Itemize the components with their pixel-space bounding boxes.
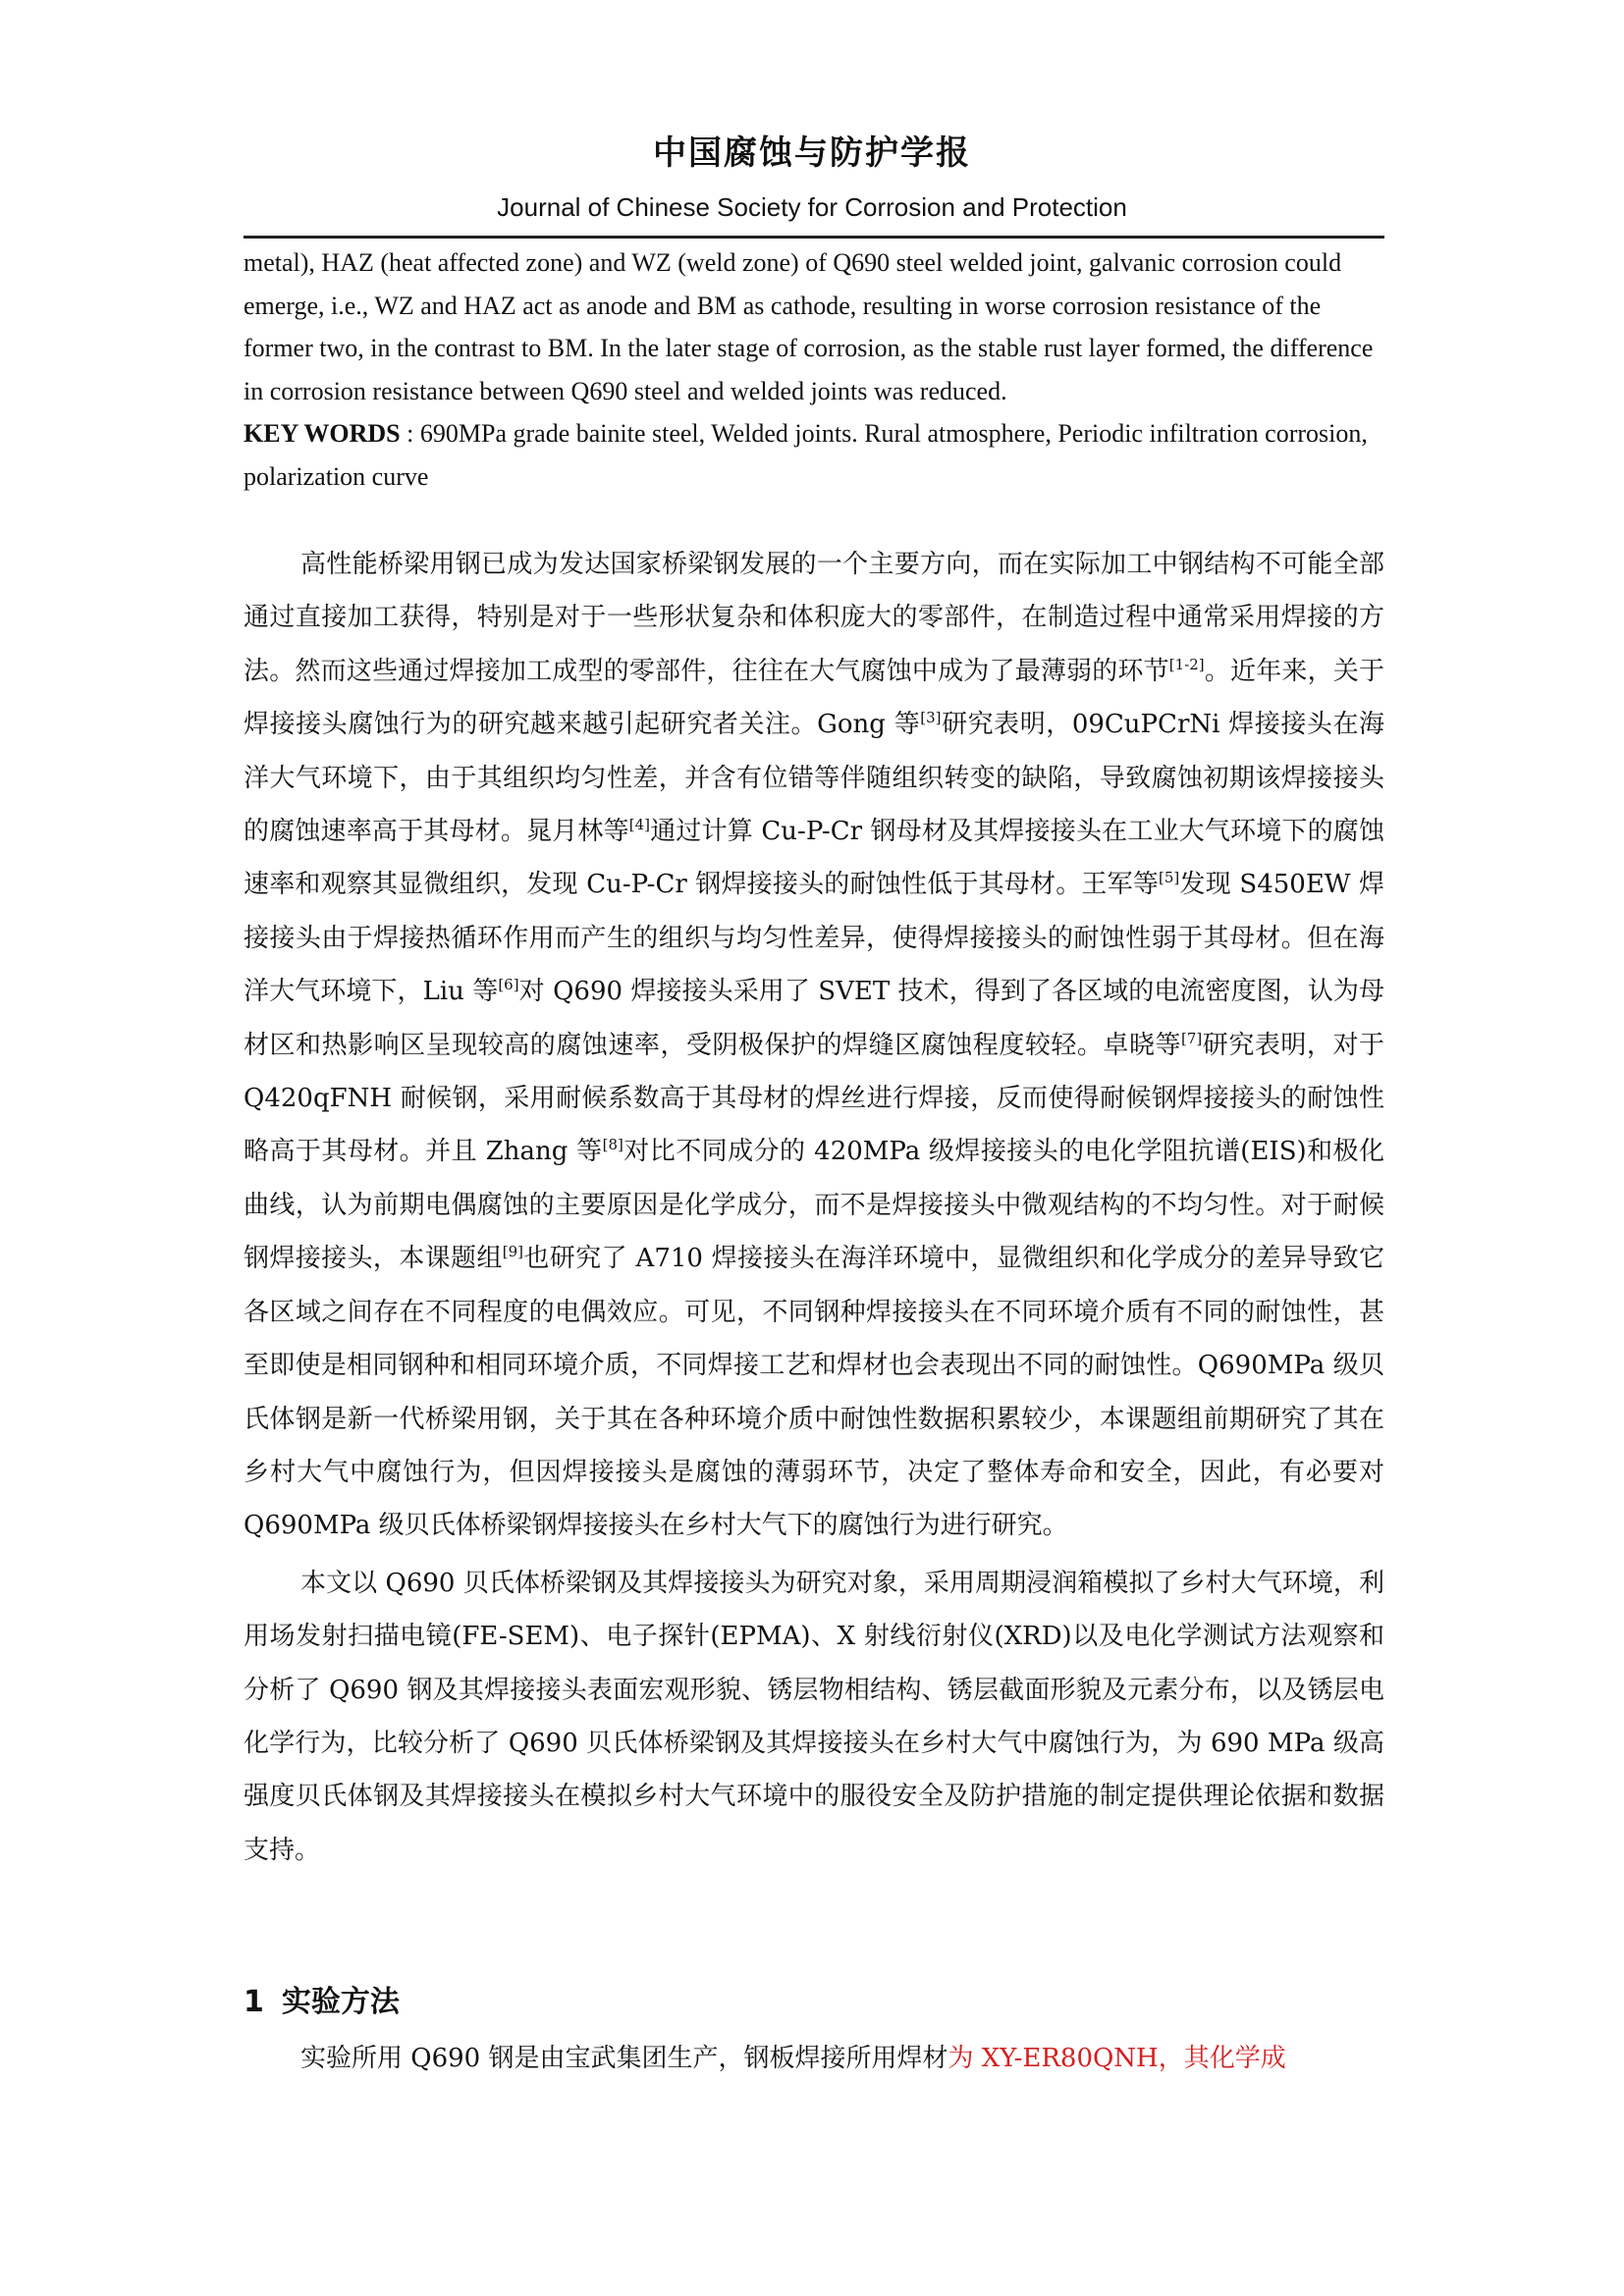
citation-ref: [6] (498, 976, 519, 994)
citation-ref: [3] (920, 709, 942, 727)
section-title-text: 实验方法 (281, 1985, 400, 2019)
citation-ref: [4] (628, 816, 651, 834)
abstract-continuation: metal), HAZ (heat affected zone) and WZ (weld zone) of Q690 steel welded joint, galvanic corrosion could emerge, i.e., WZ and HAZ act as anode and BM as cathode, resulting in worse corrosion resistance of the former two, in the contrast to BM. In the later stage of corrosion, as the stable rust layer formed, the difference in corrosion resistance between Q690 steel and welded joints was reduced. (244, 248, 1374, 405)
keywords-label: KEY WORDS (244, 419, 401, 448)
keywords-line (244, 412, 1384, 498)
keywords-text: : 690MPa grade bainite steel, Welded joints. Rural atmosphere, Periodic infiltration corrosion, polarization curve (244, 419, 1368, 491)
header-divider (244, 236, 1384, 239)
section-paragraph (244, 2032, 1384, 2085)
text-run: 研究表明，09CuPCrNi 焊接接头在海洋大气环境下，由于其组织均匀性差，并含有位错等伴随组织转变的缺陷，导致腐蚀初期该焊接接头的腐蚀速率高于其母材。晁月林等 (244, 710, 1384, 847)
journal-title-cn: 中国腐蚀与防护学报 (653, 133, 971, 173)
text-run: 研究表明，对于 Q420qFNH 耐候钢，采用耐候系数高于其母材的焊丝进行焊接，反而使得耐候钢焊接接头的耐蚀性略高于其母材。并且 Zhang 等 (244, 1030, 1384, 1167)
intro-paragraph-1 (244, 538, 1384, 1553)
citation-ref: [5] (1159, 869, 1180, 887)
text-run: 对比不同成分的 420MPa 级焊接接头的电化学阻抗谱(EIS)和极化曲线，认为前期电偶腐蚀的主要原因是化学成分，而不是焊接接头中微观结构的不均匀性。对于耐候钢焊接接头，本课题组 (244, 1137, 1384, 1274)
citation-ref: [1-2] (1168, 655, 1205, 673)
citation-ref: [8] (602, 1136, 623, 1154)
text-run: 对 Q690 焊接接头采用了 SVET 技术，得到了各区域的电流密度图，认为母材区和热影响区呈现较高的腐蚀速率，受阴极保护的焊缝区腐蚀程度较轻。卓晓等 (244, 977, 1384, 1060)
citation-ref: [9] (502, 1243, 524, 1261)
section-number: 1 (244, 1985, 264, 2019)
intro-paragraph-2: 本文以 Q690 贝氏体桥梁钢及其焊接接头为研究对象，采用周期浸润箱模拟了乡村大气环境，利用场发射扫描电镜(FE-SEM)、电子探针(EPMA)、X 射线衍射仪(XRD)以及电化学测试方法观察和分析了 Q690 钢及其焊接接头表面宏观形貌、锈层物相结构、锈层截面形貌及元素分布，以及锈层电化学行为，比较分析了 Q690 贝氏体桥梁钢及其焊接接头在乡村大气中腐蚀行为，为 690 MPa 级高强度贝氏体钢及其焊接接头在模拟乡村大气环境中的服役安全及防护措施的制定提供理论依据和数据支持。 (244, 1568, 1384, 1865)
section-heading (244, 1977, 400, 2020)
text-run: 实验所用 Q690 钢是由宝武集团生产，钢板焊接所用焊材 (300, 2044, 948, 2073)
introduction (244, 538, 1384, 1877)
text-run: 通过计算 Cu-P-Cr 钢母材及其焊接接头在工业大气环境下的腐蚀速率和观察其显微组织，发现 Cu-P-Cr 钢焊接接头的耐蚀性低于其母材。王军等 (244, 817, 1384, 900)
text-run: 也研究了 A710 焊接接头在海洋环境中，显微组织和化学成分的差异导致它各区域之间存在不同程度的电偶效应。可见，不同钢种焊接接头在不同环境介质有不同的耐蚀性，甚至即使是相同钢种和相同环境介质，不同焊接工艺和焊材也会表现出不同的耐蚀性。Q690MPa 级贝氏体钢是新一代桥梁用钢，关于其在各种环境介质中耐蚀性数据积累较少，本课题组前期研究了其在乡村大气中腐蚀行为，但因焊接接头是腐蚀的薄弱环节，决定了整体寿命和安全，因此，有必要对 Q690MPa 级贝氏体桥梁钢焊接接头在乡村大气下的腐蚀行为进行研究。 (244, 1244, 1384, 1541)
journal-title-en: Journal of Chinese Society for Corrosion and Protection (497, 192, 1127, 222)
text-run: 高性能桥梁用钢已成为发达国家桥梁钢发展的一个主要方向，而在实际加工中钢结构不可能全部通过直接加工获得，特别是对于一些形状复杂和体积庞大的零部件，在制造过程中通常采用焊接的方法。然而这些通过焊接加工成型的零部件，往往在大气腐蚀中成为了最薄弱的环节 (244, 550, 1384, 686)
citation-ref: [7] (1181, 1029, 1203, 1047)
text-run: 。近年来，关于焊接接头腐蚀行为的研究越来越引起研究者关注。Gong 等 (244, 656, 1384, 740)
highlighted-text: 为 XY-ER80QNH，其化学成 (947, 2044, 1286, 2073)
abstract-block (244, 241, 1384, 498)
text-run: 发现 S450EW 焊接接头由于焊接热循环作用而产生的组织与均匀性差异，使得焊接接头的耐蚀性弱于其母材。但在海洋大气环境下，Liu 等 (244, 870, 1384, 1007)
